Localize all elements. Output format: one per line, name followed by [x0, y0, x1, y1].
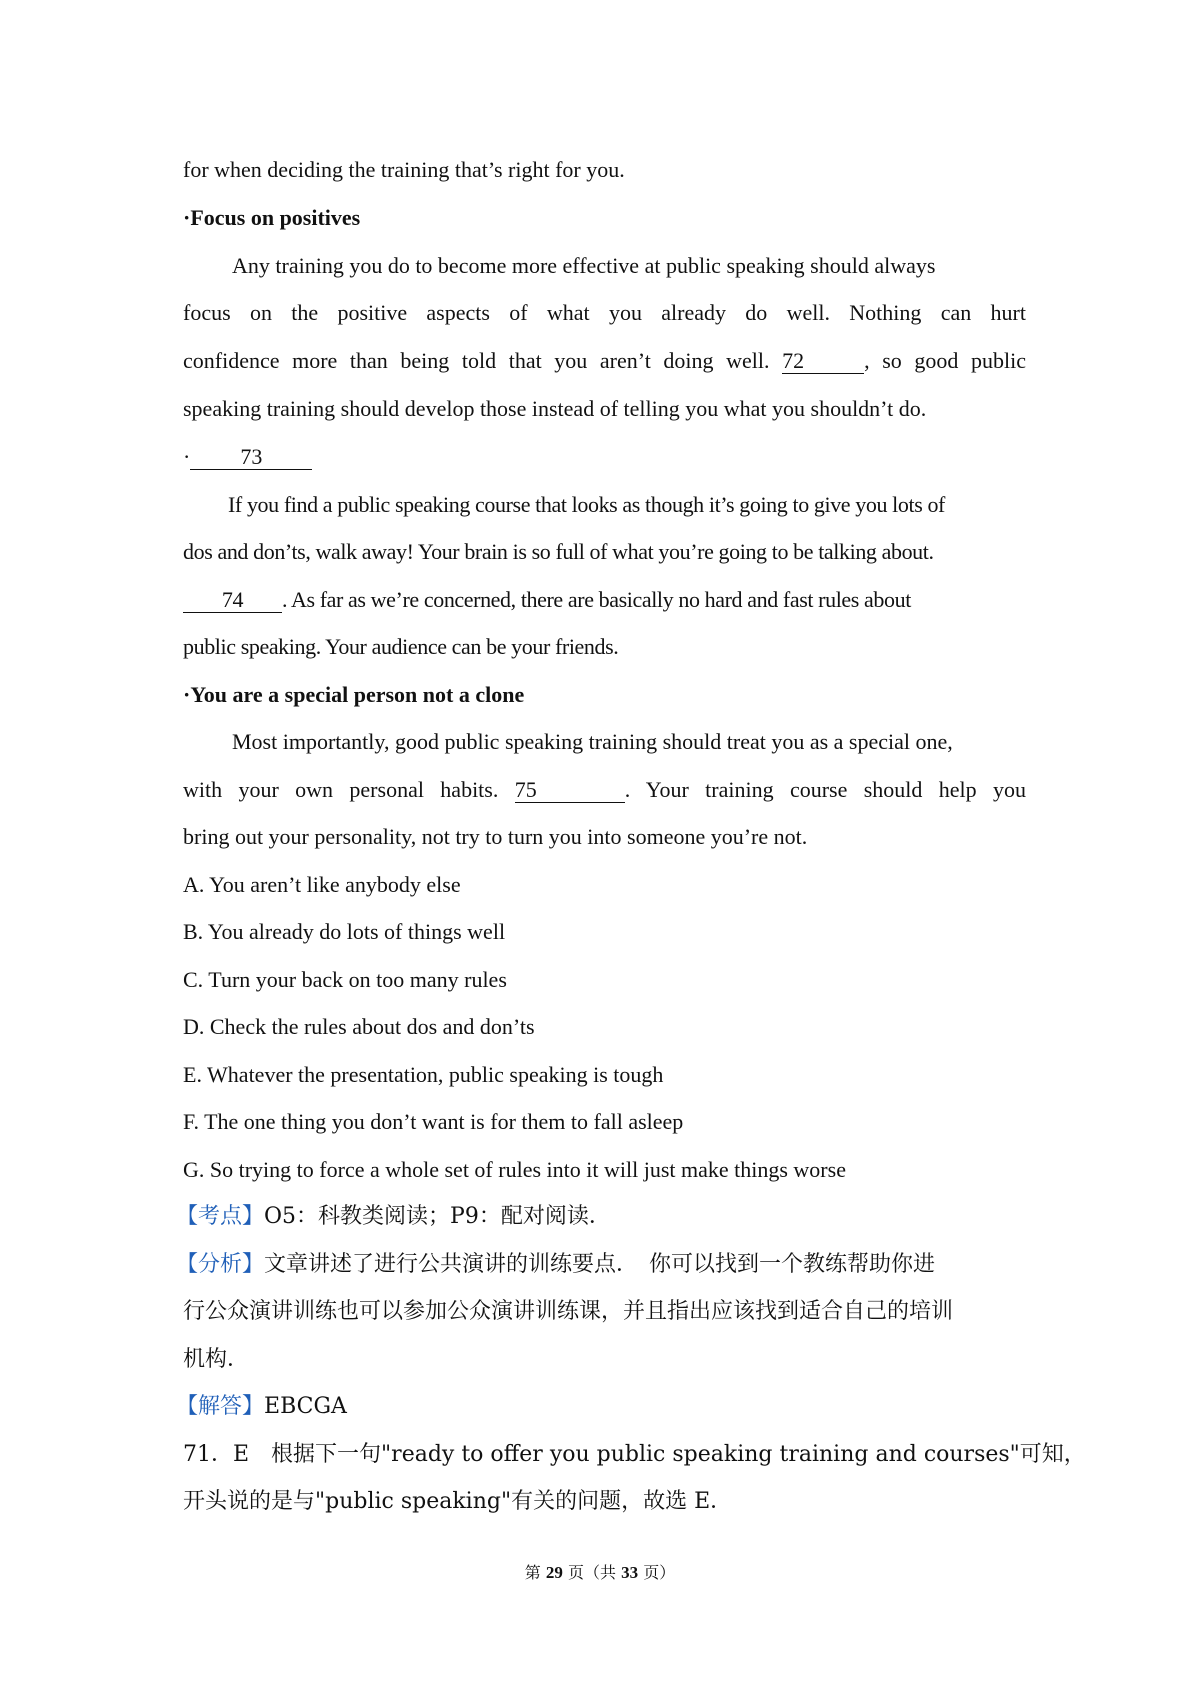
fenxi-line: 行公众演讲训练也可以参加公众演讲训练课，并且指出应该找到适合自己的培训 — [183, 1299, 954, 1324]
bullet: · — [183, 444, 191, 469]
passage-line: speaking training should develop those instead of telling you what you shouldn’t do. — [183, 396, 927, 421]
blank-75: 75 — [515, 778, 625, 803]
footer-middle: 页（共 — [567, 1563, 616, 1582]
option-a: A. You aren’t like anybody else — [183, 872, 461, 897]
option-b: B. You already do lots of things well — [183, 919, 506, 944]
passage-line: bring out your personality, not try to turn you into someone you’re not. — [183, 824, 808, 849]
fenxi-line — [176, 1250, 935, 1280]
page-footer — [0, 1560, 1200, 1583]
footer-prefix: 第 — [524, 1563, 541, 1582]
jieda-text: EBCGA — [264, 1394, 347, 1419]
passage-text: with your own personal habits. — [183, 777, 499, 802]
option-f: F. The one thing you don’t want is for them to fall asleep — [183, 1109, 684, 1134]
page-number: 29 — [545, 1563, 563, 1582]
kaodian-tag: 【考点】 — [176, 1204, 265, 1229]
explanation-71-line: 开头说的是与"public speaking"有关的问题，故选 E． — [183, 1489, 733, 1514]
passage-line: Most importantly, good public speaking training should treat you as a special one, — [232, 729, 953, 754]
passage-line-with-blank-75 — [183, 775, 1026, 805]
passage-line: dos and don’ts, walk away! Your brain is so full of what you’re going to be talking about. — [183, 539, 934, 564]
jieda-tag: 【解答】 — [176, 1394, 265, 1419]
passage-text: confidence more than being told that you aren’t doing well. — [183, 348, 770, 373]
option-g: G. So trying to force a whole set of rules into it will just make things worse — [183, 1157, 846, 1182]
passage-line: Any training you do to become more effective at public speaking should always — [232, 253, 936, 278]
option-c: C. Turn your back on too many rules — [183, 967, 507, 992]
passage-text: . As far as we’re concerned, there are basically no hard and fast rules about — [282, 587, 911, 612]
kaodian-text: O5：科教类阅读；P9：配对阅读． — [264, 1204, 611, 1229]
option-d: D. Check the rules about dos and don’ts — [183, 1014, 535, 1039]
passage-text: . Your training course should help you — [624, 777, 1027, 802]
footer-suffix: 页） — [643, 1563, 676, 1582]
section-heading-73 — [183, 442, 312, 472]
passage-line: focus on the positive aspects of what you already do well. Nothing can hurt — [183, 300, 1026, 325]
page-total: 33 — [621, 1563, 639, 1582]
passage-line: If you find a public speaking course that looks as though it’s going to give you lots of — [228, 492, 945, 517]
fenxi-line: 机构． — [183, 1347, 250, 1372]
section-heading-special: ·You are a special person not a clone — [183, 682, 525, 707]
section-heading-positives: ·Focus on positives — [183, 205, 361, 230]
passage-line-with-blank-72 — [183, 346, 1026, 376]
passage-line: for when deciding the training that’s right for you. — [183, 157, 625, 182]
passage-line: public speaking. Your audience can be your friends. — [183, 634, 619, 659]
blank-73: 73 — [190, 445, 312, 470]
option-e: E. Whatever the presentation, public speaking is tough — [183, 1062, 664, 1087]
explanation-71-line: 71．E 根据下一句"ready to offer you public speaking training and courses"可知， — [183, 1442, 1086, 1467]
fenxi-text: 文章讲述了进行公共演讲的训练要点． 你可以找到一个教练帮助你进 — [264, 1252, 936, 1277]
passage-line-with-blank-74 — [183, 585, 911, 615]
blank-74: 74 — [183, 588, 282, 613]
jieda-line — [176, 1392, 347, 1422]
fenxi-tag: 【分析】 — [176, 1252, 265, 1277]
blank-72: 72 — [782, 349, 864, 374]
kaodian-line — [176, 1202, 611, 1232]
passage-text: , so good public — [864, 348, 1026, 373]
